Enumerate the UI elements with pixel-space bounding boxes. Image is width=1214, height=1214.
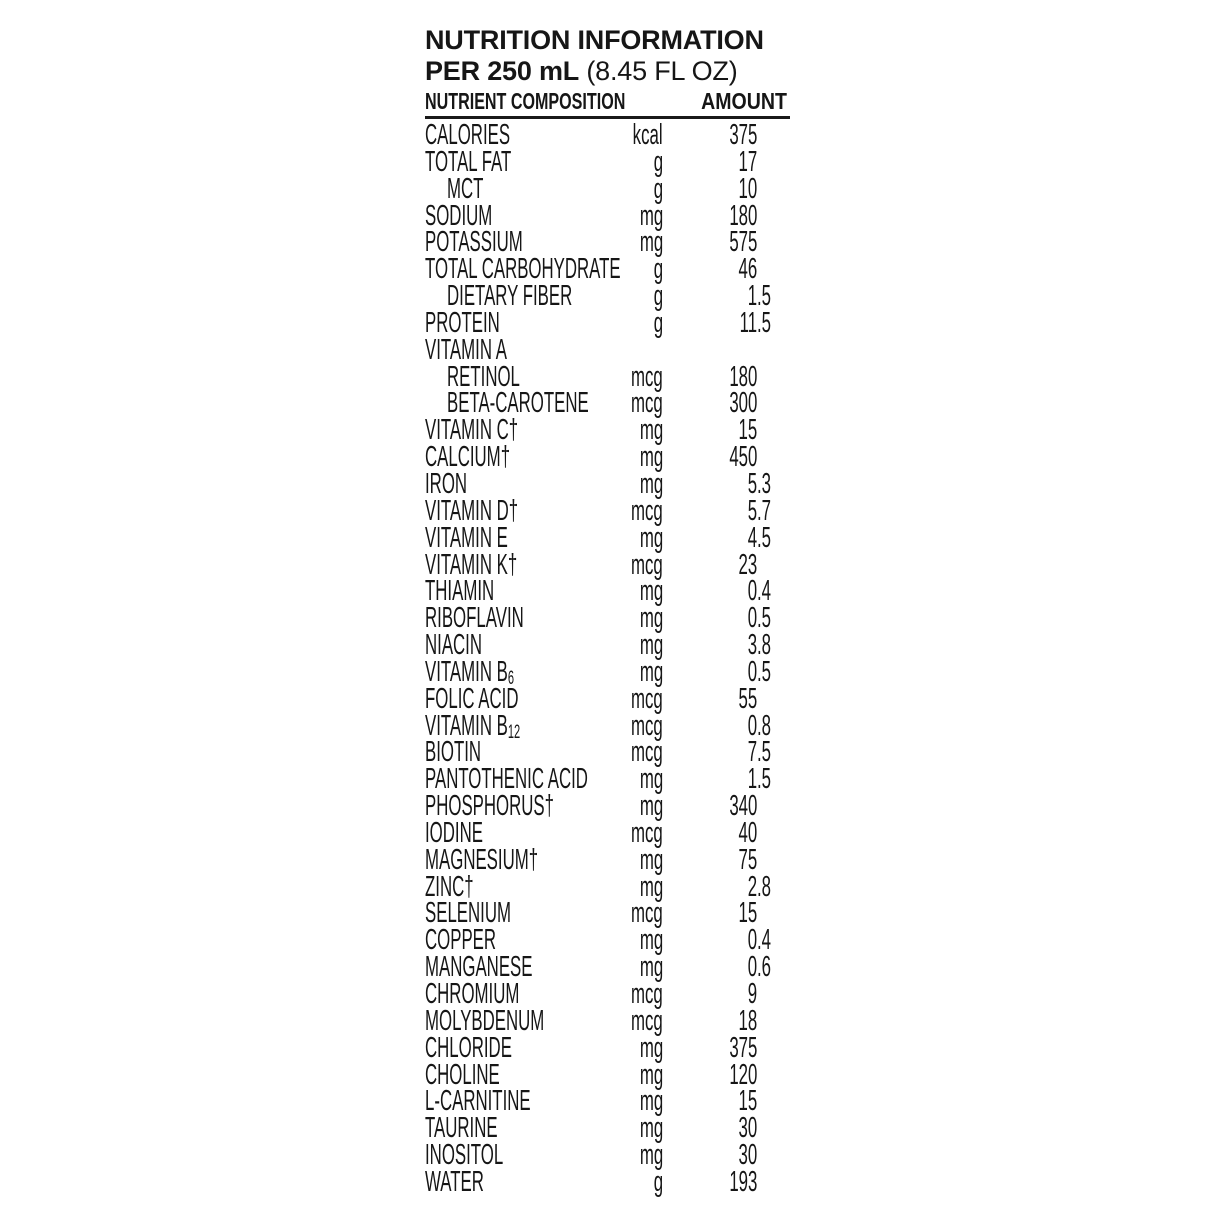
nutrient-name: SODIUM [425,199,493,232]
table-row [425,1165,790,1198]
nutrient-name: BIOTIN [425,736,482,769]
amount-whole: 375 [728,119,757,151]
amount-fraction: .5 [757,763,772,796]
panel-title: NUTRITION INFORMATION [425,25,764,55]
amount-whole: 450 [728,441,757,474]
nutrient-unit: mcg [631,709,663,742]
nutrient-unit: mg [639,790,663,823]
nutrient-unit: mg [639,199,663,232]
amount-fraction: .5 [757,306,772,339]
nutrient-unit: mcg [631,736,663,769]
table-row [425,1058,790,1091]
amount-whole: 0 [747,951,757,984]
nutrient-name: INOSITOL [425,1139,504,1172]
nutrient-name: CHOLINE [425,1058,500,1091]
nutrient-name: VITAMIN B [425,655,508,688]
table-row [425,1004,790,1037]
amount-whole: 0 [747,575,757,608]
serving-size-line [425,56,738,86]
nutrient-unit: g [653,145,663,178]
amount-whole: 17 [738,145,757,178]
amount-whole: 180 [728,360,757,393]
nutrient-unit: mg [639,1085,663,1118]
nutrient-unit: mcg [631,548,663,581]
table-row [425,548,790,581]
column-header-amount: AMOUNT [701,88,787,114]
amount-whole: 300 [728,387,757,420]
amount-fraction: .4 [757,575,772,608]
nutrient-name: PROTEIN [425,306,500,339]
nutrient-name: VITAMIN C† [425,414,519,447]
amount-fraction: .5 [757,736,772,769]
nutrient-unit: mcg [631,978,663,1010]
amount-fraction: .8 [757,709,772,742]
nutrient-unit: mg [639,1139,663,1172]
nutrient-name: FOLIC ACID [425,682,519,715]
amount-whole: 15 [738,1085,757,1118]
table-row [425,709,790,743]
amount-whole: 23 [738,548,757,581]
nutrient-unit: mg [639,414,663,447]
table-row [425,1139,790,1172]
amount-whole: 120 [728,1058,757,1091]
nutrient-label [425,1165,484,1200]
nutrient-name: MOLYBDENUM [425,1004,545,1037]
nutrient-unit: mcg [631,816,663,849]
table-row [425,602,790,635]
amount-fraction: .6 [757,951,772,984]
table-row [425,575,790,608]
amount-whole: 0 [747,709,757,742]
nutrient-name: VITAMIN B [425,709,508,742]
table-row [425,843,790,876]
nutrient-name: POTASSIUM [425,226,523,259]
amount-whole: 40 [738,816,757,849]
amount-whole: 30 [738,1139,757,1172]
nutrient-unit: mg [639,629,663,662]
amount-fraction: .3 [757,467,772,500]
amount-fraction: .5 [757,280,772,313]
table-row [425,682,790,715]
nutrient-unit: mg [639,924,663,957]
serving-size-bold: PER 250 mL [425,56,580,86]
table-row [425,360,790,393]
nutrient-unit: mg [639,763,663,796]
amount-whole: 18 [738,1004,757,1037]
nutrient-unit: mg [639,467,663,500]
nutrient-unit: mg [639,521,663,554]
nutrient-name: VITAMIN A [425,333,507,366]
nutrient-unit: mg [639,441,663,474]
table-row [425,521,790,554]
table-row [425,172,790,205]
amount-fraction: .5 [757,655,772,688]
table-row [425,978,790,1010]
amount-whole: 0 [747,655,757,688]
table-row [425,763,790,796]
nutrient-unit: g [653,253,663,286]
nutrient-name: THIAMIN [425,575,495,608]
nutrient-unit: mg [639,1112,663,1145]
amount-whole: 5 [747,494,757,527]
nutrient-unit: mg [639,1031,663,1064]
table-row [425,119,790,151]
nutrient-name: ZINC† [425,870,474,903]
amount-fraction: .8 [757,870,772,903]
nutrient-unit: mg [639,602,663,635]
nutrient-unit: mg [639,655,663,688]
nutrition-panel [425,0,790,1214]
nutrient-name: RIBOFLAVIN [425,602,524,635]
table-row [425,736,790,769]
nutrient-name: CALCIUM† [425,441,511,474]
table-row [425,387,790,420]
nutrient-unit: mcg [631,682,663,715]
table-row [425,816,790,849]
amount-fraction: .5 [757,602,772,635]
table-row [425,414,790,447]
nutrient-name: VITAMIN D† [425,494,519,527]
nutrient-name: MANGANESE [425,951,533,984]
nutrient-table [425,119,790,1198]
amount-whole: 180 [728,199,757,232]
nutrient-name: COPPER [425,924,497,957]
amount-whole: 30 [738,1112,757,1145]
table-row [425,145,790,178]
nutrient-unit: mg [639,226,663,259]
nutrient-unit: mg [639,951,663,984]
amount-whole: 10 [738,172,757,205]
nutrient-name: DIETARY FIBER [447,280,573,313]
amount-whole: 3 [747,629,757,662]
amount-whole: 15 [738,897,757,930]
serving-size-volume: (8.45 FL OZ) [579,56,738,86]
nutrient-name: NIACIN [425,629,483,662]
amount-whole: 5 [747,467,757,500]
nutrient-name: VITAMIN E [425,521,508,554]
nutrient-name: TOTAL FAT [425,145,512,178]
table-row [425,655,790,689]
table-row [425,790,790,823]
table-row [425,494,790,527]
amount-whole: 7 [747,736,757,769]
nutrient-name: TOTAL CARBOHYDRATE [425,253,621,286]
nutrient-unit: g [653,1165,663,1198]
nutrient-name: BETA-CAROTENE [447,387,589,420]
table-row [425,1085,790,1118]
table-row [425,253,790,286]
nutrient-unit: mcg [631,897,663,930]
nutrient-unit: mg [639,843,663,876]
table-row [425,951,790,984]
amount-whole: 193 [728,1165,757,1198]
amount-whole: 11 [739,306,757,339]
amount-fraction: .5 [757,521,772,554]
nutrient-unit: mcg [631,494,663,527]
nutrient-name-subscript: 12 [507,721,521,743]
table-row [425,467,790,500]
nutrient-unit: mcg [631,360,663,393]
amount-whole: 2 [747,870,757,903]
nutrient-name: CHLORIDE [425,1031,512,1064]
amount-whole: 46 [738,253,757,286]
nutrient-unit: g [653,280,663,313]
nutrient-name: TAURINE [425,1112,498,1145]
nutrient-name: CHROMIUM [425,978,520,1010]
table-row [425,1112,790,1145]
amount-whole: 9 [747,978,757,1010]
nutrient-name-subscript: 6 [507,667,515,689]
amount-fraction: .8 [757,629,772,662]
nutrient-name: PANTOTHENIC ACID [425,763,588,796]
amount-whole: 575 [728,226,757,259]
amount-whole: 55 [738,682,757,715]
nutrient-name: IODINE [425,816,483,849]
nutrient-name: L-CARNITINE [425,1085,531,1118]
table-row [425,897,790,930]
table-row [425,924,790,957]
nutrient-name: PHOSPHORUS† [425,790,554,823]
table-row [425,199,790,232]
nutrient-name: WATER [425,1165,484,1198]
amount-whole: 375 [728,1031,757,1064]
table-row [425,870,790,903]
amount-whole: 4 [747,521,757,554]
nutrient-unit: mg [639,870,663,903]
nutrient-unit: mg [639,1058,663,1091]
column-header-nutrient: NUTRIENT COMPOSITION [425,88,626,114]
amount-fraction: .4 [757,924,772,957]
amount-whole: 1 [747,763,757,796]
table-row [425,1031,790,1064]
nutrient-name: MCT [447,172,484,205]
nutrient-name: MAGNESIUM† [425,843,539,876]
table-row [425,306,790,339]
nutrient-name: CALORIES [425,119,511,151]
amount-whole: 1 [747,280,757,313]
nutrient-unit: g [653,172,663,205]
table-row [425,280,790,313]
amount-whole: 15 [738,414,757,447]
amount-whole: 0 [747,602,757,635]
nutrient-unit: mg [639,575,663,608]
nutrient-name: SELENIUM [425,897,511,930]
amount-whole: 75 [738,843,757,876]
table-row [425,629,790,662]
table-row [425,226,790,259]
nutrient-unit: kcal [633,119,663,151]
nutrient-unit: g [653,306,663,339]
amount-whole: 0 [747,924,757,957]
table-row [425,441,790,474]
amount-fraction: .7 [757,494,772,527]
nutrient-name: IRON [425,467,468,500]
nutrient-name: RETINOL [447,360,520,393]
nutrient-name: VITAMIN K† [425,548,518,581]
nutrient-unit: mcg [631,1004,663,1037]
nutrient-unit: mcg [631,387,663,420]
amount-whole: 340 [728,790,757,823]
table-row [425,333,790,366]
